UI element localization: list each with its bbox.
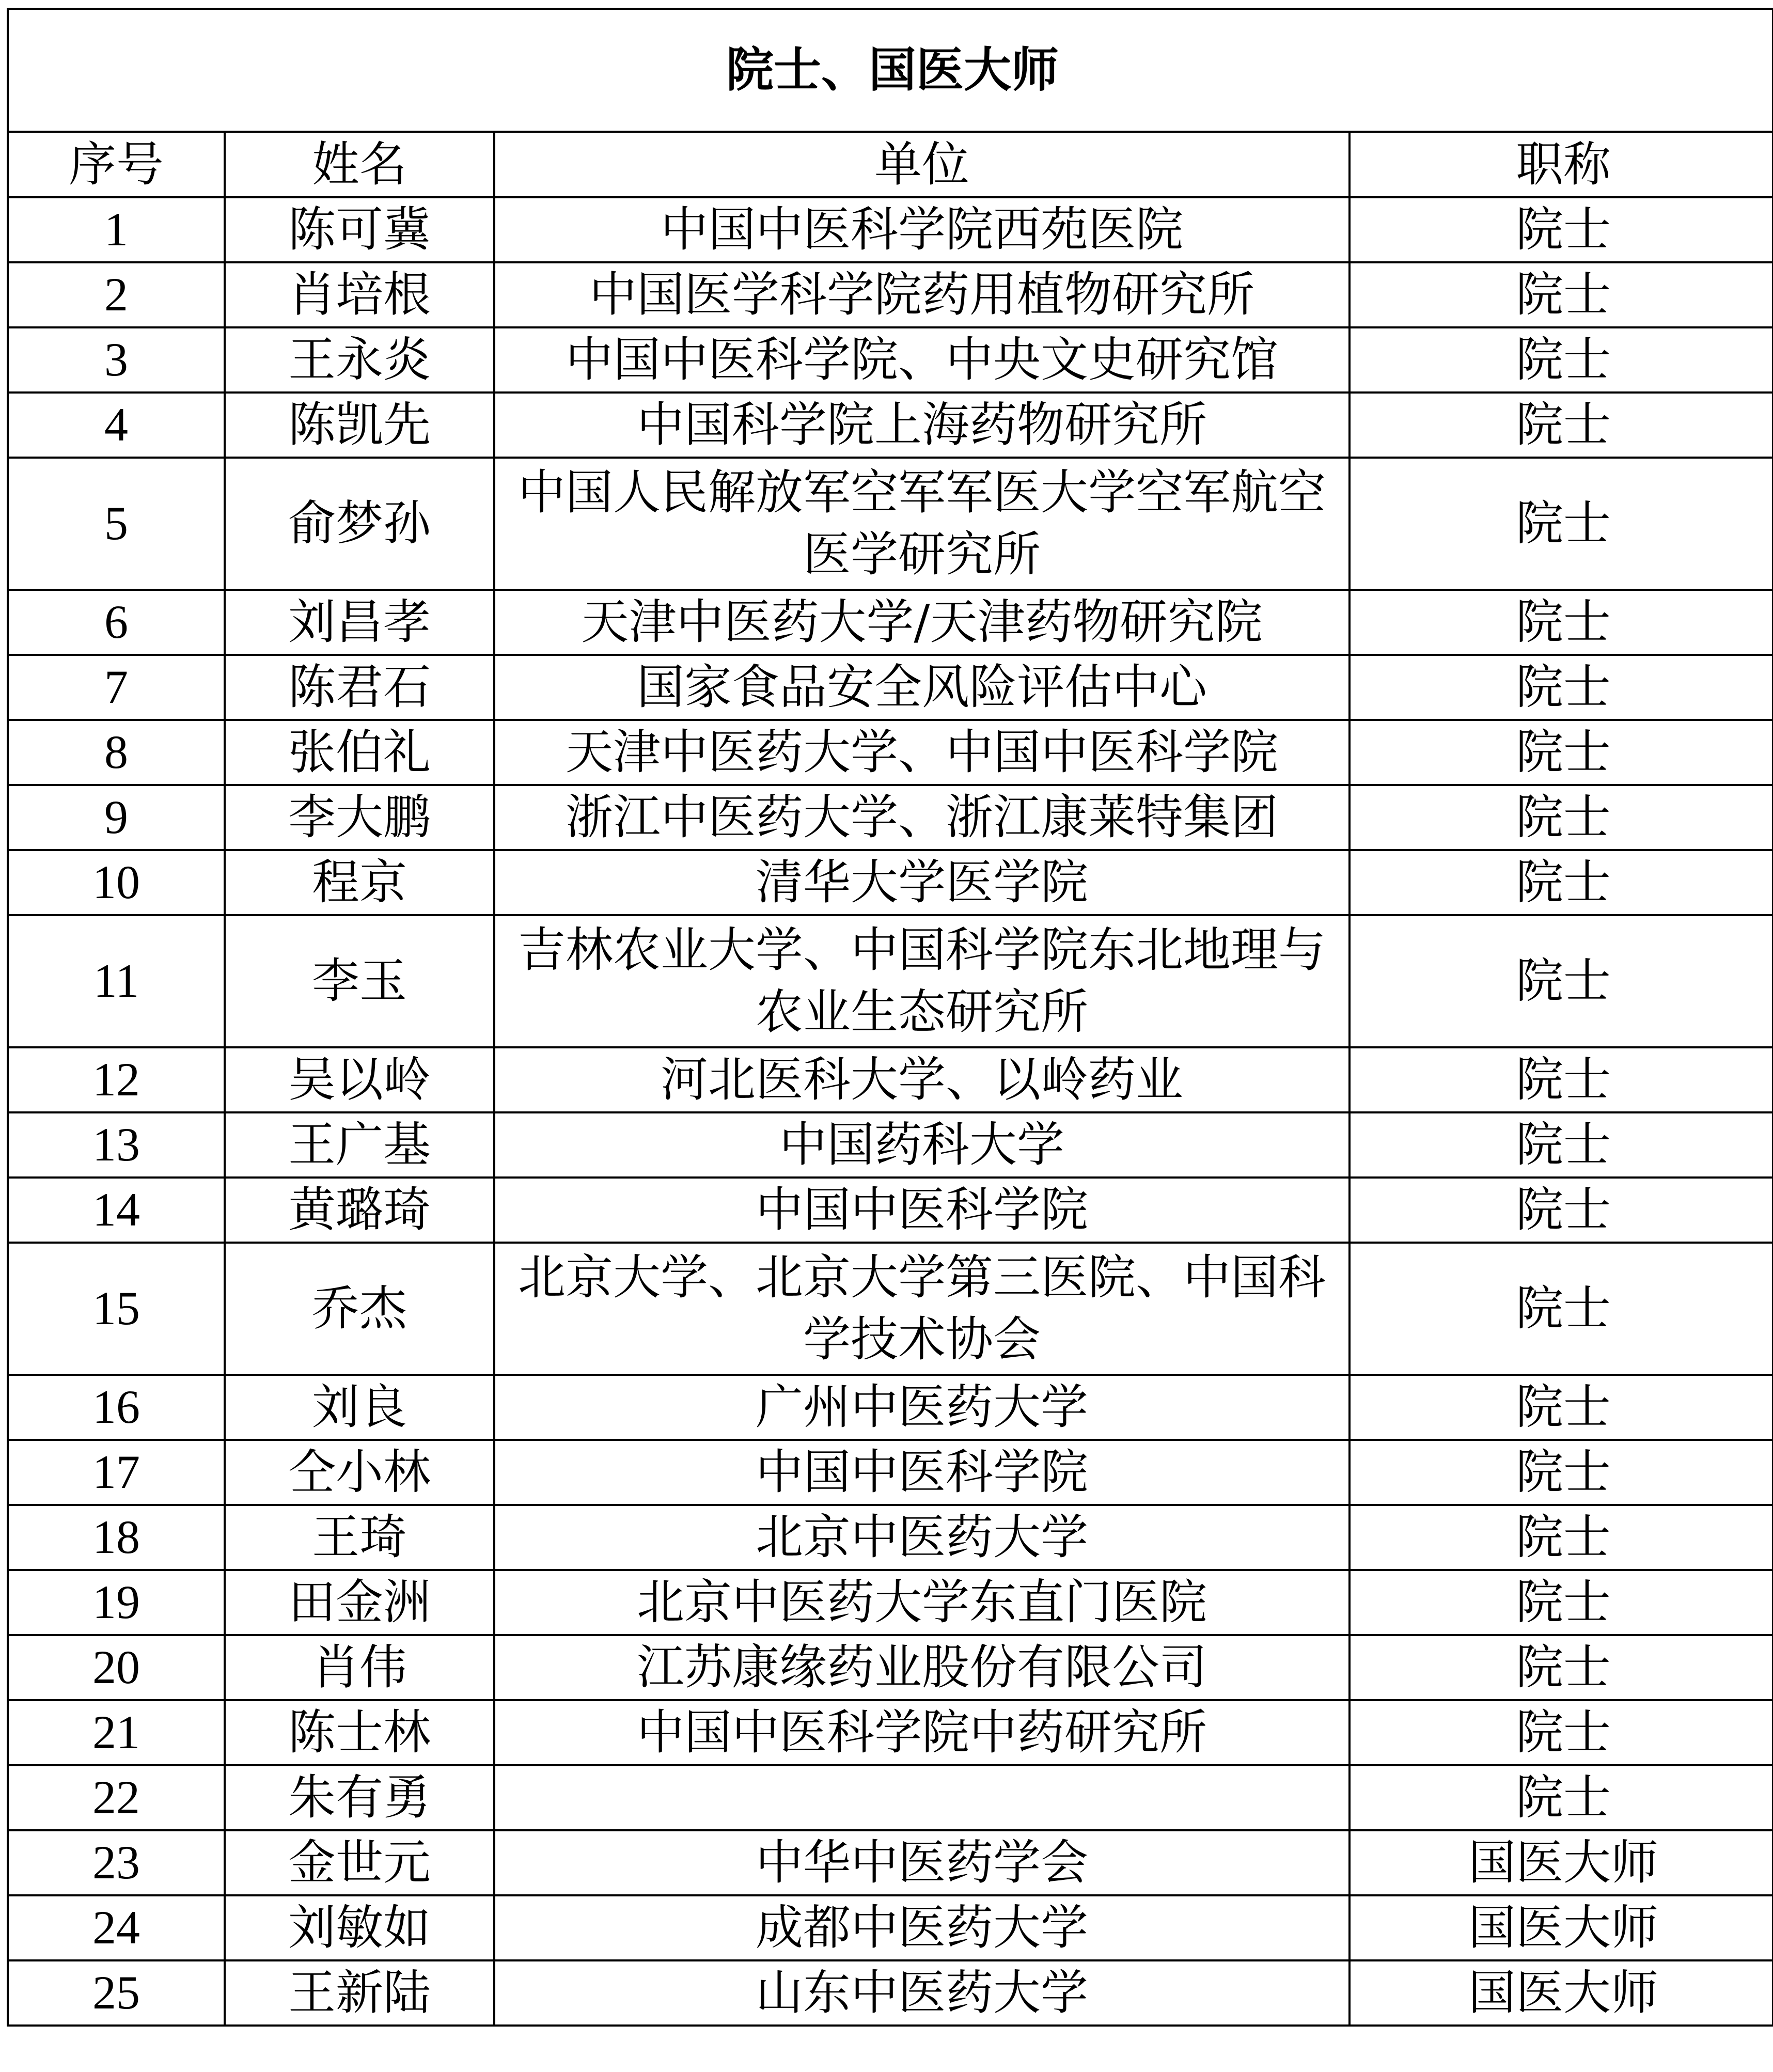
table-row (9, 655, 1773, 720)
cell-name: 刘良 (225, 1375, 494, 1440)
cell-index: 19 (9, 1570, 225, 1635)
cell-unit (494, 1765, 1350, 1830)
cell-index: 8 (9, 720, 225, 785)
cell-name: 刘昌孝 (225, 590, 494, 655)
table-title: 院士、国医大师 (9, 10, 1773, 132)
cell-title: 院士 (1350, 1765, 1773, 1830)
table-row (9, 785, 1773, 850)
cell-unit: 成都中医药大学 (494, 1895, 1350, 1960)
roster-table (9, 10, 1773, 2024)
cell-unit: 吉林农业大学、中国科学院东北地理与农业生态研究所 (494, 915, 1350, 1047)
cell-unit: 中国中医科学院 (494, 1178, 1350, 1243)
cell-unit: 天津中医药大学、中国中医科学院 (494, 720, 1350, 785)
cell-index: 12 (9, 1047, 225, 1112)
table-row (9, 1960, 1773, 2024)
cell-name: 肖伟 (225, 1635, 494, 1700)
table-row (9, 458, 1773, 590)
table-row (9, 915, 1773, 1047)
table-row (9, 1830, 1773, 1895)
cell-unit: 中国药科大学 (494, 1112, 1350, 1178)
cell-title: 院士 (1350, 915, 1773, 1047)
table-row (9, 1440, 1773, 1505)
cell-title: 院士 (1350, 1243, 1773, 1375)
roster-table-container (7, 8, 1773, 2027)
table-row (9, 590, 1773, 655)
table-row (9, 850, 1773, 915)
cell-unit: 国家食品安全风险评估中心 (494, 655, 1350, 720)
cell-title: 院士 (1350, 1440, 1773, 1505)
cell-index: 11 (9, 915, 225, 1047)
table-row (9, 393, 1773, 458)
cell-index: 13 (9, 1112, 225, 1178)
cell-unit: 中国中医科学院西苑医院 (494, 197, 1350, 262)
table-row (9, 1112, 1773, 1178)
cell-index: 9 (9, 785, 225, 850)
cell-title: 院士 (1350, 262, 1773, 327)
cell-name: 俞梦孙 (225, 458, 494, 590)
cell-unit: 中国中医科学院、中央文史研究馆 (494, 327, 1350, 393)
cell-unit: 中国医学科学院药用植物研究所 (494, 262, 1350, 327)
cell-name: 程京 (225, 850, 494, 915)
cell-unit: 河北医科大学、以岭药业 (494, 1047, 1350, 1112)
cell-index: 22 (9, 1765, 225, 1830)
table-row (9, 720, 1773, 785)
cell-unit: 北京中医药大学东直门医院 (494, 1570, 1350, 1635)
table-row (9, 1895, 1773, 1960)
cell-title: 院士 (1350, 590, 1773, 655)
cell-unit: 广州中医药大学 (494, 1375, 1350, 1440)
cell-unit: 北京大学、北京大学第三医院、中国科学技术协会 (494, 1243, 1350, 1375)
cell-index: 1 (9, 197, 225, 262)
cell-title: 国医大师 (1350, 1895, 1773, 1960)
cell-unit: 北京中医药大学 (494, 1505, 1350, 1570)
cell-index: 24 (9, 1895, 225, 1960)
cell-index: 20 (9, 1635, 225, 1700)
cell-index: 3 (9, 327, 225, 393)
cell-index: 4 (9, 393, 225, 458)
cell-title: 院士 (1350, 458, 1773, 590)
table-row (9, 262, 1773, 327)
table-row (9, 1047, 1773, 1112)
cell-name: 刘敏如 (225, 1895, 494, 1960)
cell-title: 院士 (1350, 1047, 1773, 1112)
cell-title: 院士 (1350, 393, 1773, 458)
cell-unit: 中国中医科学院 (494, 1440, 1350, 1505)
cell-name: 李玉 (225, 915, 494, 1047)
cell-name: 肖培根 (225, 262, 494, 327)
cell-title: 院士 (1350, 720, 1773, 785)
cell-title: 院士 (1350, 850, 1773, 915)
cell-name: 王新陆 (225, 1960, 494, 2024)
cell-unit: 中华中医药学会 (494, 1830, 1350, 1895)
cell-index: 2 (9, 262, 225, 327)
cell-title: 国医大师 (1350, 1960, 1773, 2024)
cell-name: 吴以岭 (225, 1047, 494, 1112)
table-row (9, 1700, 1773, 1765)
cell-title: 国医大师 (1350, 1830, 1773, 1895)
cell-title: 院士 (1350, 1700, 1773, 1765)
cell-index: 25 (9, 1960, 225, 2024)
cell-title: 院士 (1350, 1375, 1773, 1440)
cell-index: 15 (9, 1243, 225, 1375)
cell-index: 17 (9, 1440, 225, 1505)
header-name: 姓名 (225, 132, 494, 197)
header-index: 序号 (9, 132, 225, 197)
cell-name: 陈凯先 (225, 393, 494, 458)
table-row (9, 1243, 1773, 1375)
header-title: 职称 (1350, 132, 1773, 197)
cell-unit: 浙江中医药大学、浙江康莱特集团 (494, 785, 1350, 850)
table-row (9, 1570, 1773, 1635)
cell-index: 7 (9, 655, 225, 720)
cell-unit: 中国科学院上海药物研究所 (494, 393, 1350, 458)
cell-unit: 中国中医科学院中药研究所 (494, 1700, 1350, 1765)
cell-title: 院士 (1350, 1570, 1773, 1635)
cell-name: 陈士林 (225, 1700, 494, 1765)
table-row (9, 1178, 1773, 1243)
cell-name: 黄璐琦 (225, 1178, 494, 1243)
cell-name: 张伯礼 (225, 720, 494, 785)
cell-unit: 中国人民解放军空军军医大学空军航空医学研究所 (494, 458, 1350, 590)
cell-title: 院士 (1350, 327, 1773, 393)
cell-title: 院士 (1350, 197, 1773, 262)
cell-unit: 清华大学医学院 (494, 850, 1350, 915)
cell-name: 王永炎 (225, 327, 494, 393)
cell-unit: 天津中医药大学/天津药物研究院 (494, 590, 1350, 655)
cell-name: 乔杰 (225, 1243, 494, 1375)
cell-title: 院士 (1350, 1635, 1773, 1700)
table-row (9, 197, 1773, 262)
cell-title: 院士 (1350, 785, 1773, 850)
cell-index: 18 (9, 1505, 225, 1570)
header-unit: 单位 (494, 132, 1350, 197)
table-row (9, 327, 1773, 393)
cell-index: 16 (9, 1375, 225, 1440)
cell-title: 院士 (1350, 1505, 1773, 1570)
cell-index: 23 (9, 1830, 225, 1895)
cell-name: 王广基 (225, 1112, 494, 1178)
cell-unit: 山东中医药大学 (494, 1960, 1350, 2024)
cell-index: 21 (9, 1700, 225, 1765)
cell-index: 10 (9, 850, 225, 915)
table-row (9, 1635, 1773, 1700)
cell-title: 院士 (1350, 655, 1773, 720)
header-row (9, 132, 1773, 197)
cell-index: 5 (9, 458, 225, 590)
cell-name: 陈君石 (225, 655, 494, 720)
cell-index: 6 (9, 590, 225, 655)
cell-name: 王琦 (225, 1505, 494, 1570)
cell-index: 14 (9, 1178, 225, 1243)
cell-name: 金世元 (225, 1830, 494, 1895)
cell-title: 院士 (1350, 1178, 1773, 1243)
cell-name: 朱有勇 (225, 1765, 494, 1830)
cell-name: 陈可冀 (225, 197, 494, 262)
cell-name: 田金洲 (225, 1570, 494, 1635)
cell-title: 院士 (1350, 1112, 1773, 1178)
cell-unit: 江苏康缘药业股份有限公司 (494, 1635, 1350, 1700)
cell-name: 李大鹏 (225, 785, 494, 850)
table-row (9, 1375, 1773, 1440)
table-row (9, 1505, 1773, 1570)
table-row (9, 1765, 1773, 1830)
cell-name: 仝小林 (225, 1440, 494, 1505)
